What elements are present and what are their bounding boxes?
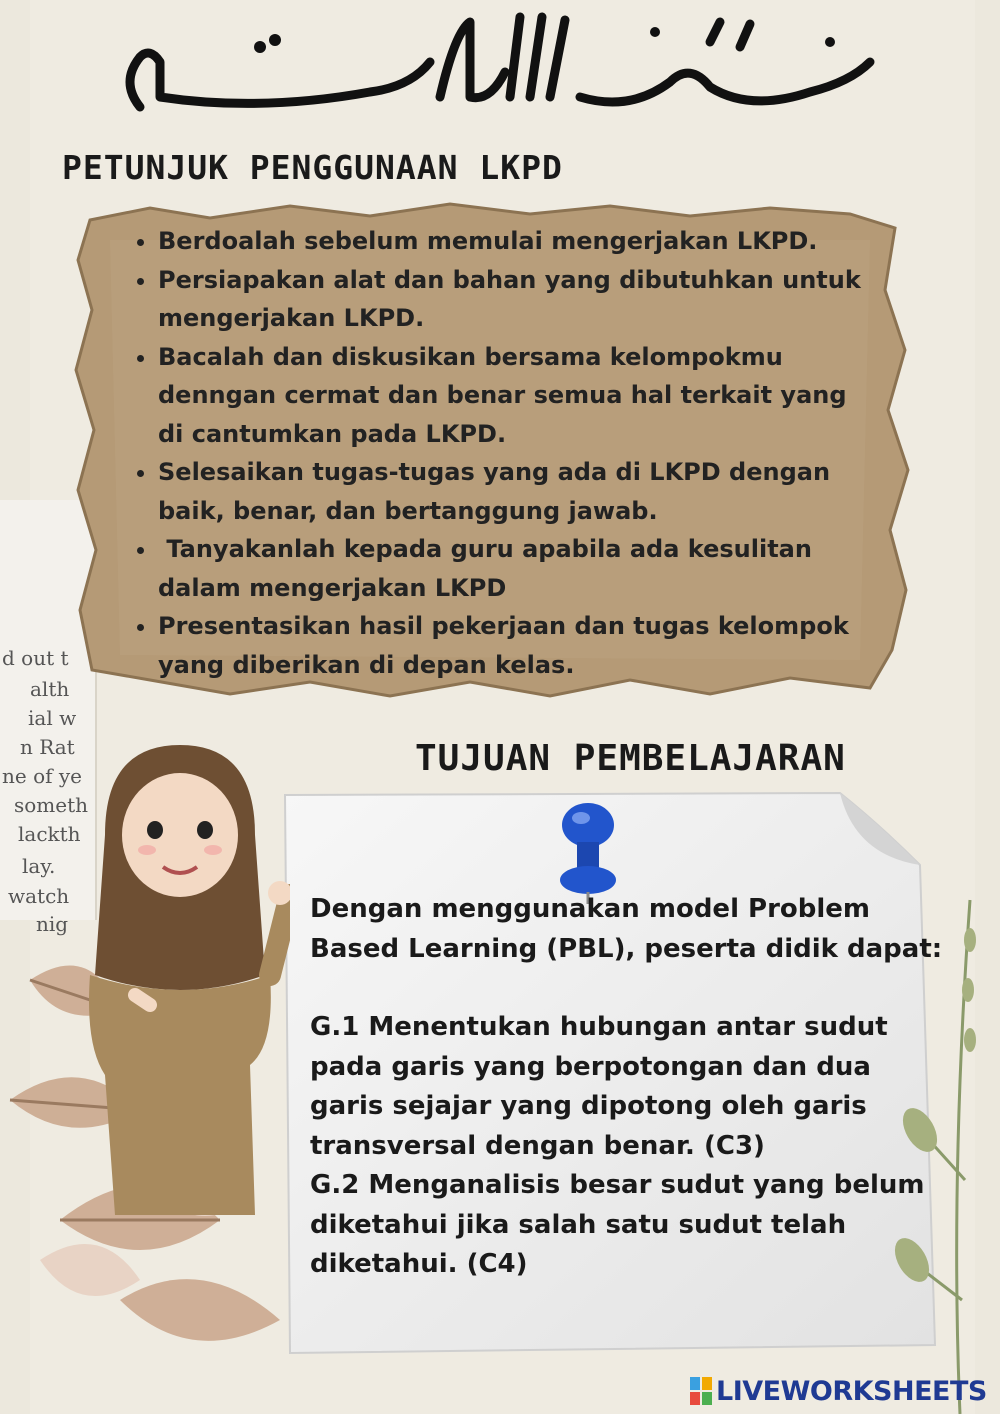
newspaper-text: lackth xyxy=(18,822,81,846)
teacher-illustration xyxy=(75,745,290,1215)
goal-item: G.1 Menentukan hubungan antar sudut pada garis yang berpotongan dan dua garis sejajar yang dipotong oleh garis transversal dengan benar. (C3) xyxy=(310,1012,888,1161)
newspaper-text: n Rat xyxy=(20,735,75,759)
newspaper-text: ne of ye xyxy=(2,764,83,788)
instruction-item: • Selesaikan tugas-tugas yang ada di LKPD dengan baik, benar, dan bertanggung jawab. xyxy=(158,453,878,530)
instructions-list xyxy=(120,222,878,684)
instruction-item: • Bacalah dan diskusikan bersama kelompokmu denngan cermat dan benar semua hal terkait yang di cantumkan pada LKPD. xyxy=(158,338,878,454)
newspaper-text: nig xyxy=(36,912,69,936)
newspaper-text: watch xyxy=(8,884,70,908)
instruction-item: • Berdoalah sebelum memulai mengerjakan LKPD. xyxy=(158,222,878,261)
instruction-item: • Presentasikan hasil pekerjaan dan tugas kelompok yang diberikan di depan kelas. xyxy=(158,607,878,684)
newspaper-text: ial w xyxy=(28,706,77,730)
instruction-item: • Tanyakanlah kepada guru apabila ada kesulitan dalam mengerjakan LKPD xyxy=(158,530,878,607)
brand-watermark xyxy=(690,1374,987,1408)
objectives-heading: TUJUAN PEMBELAJARAN xyxy=(415,738,846,779)
newspaper-text: lay. xyxy=(22,854,56,878)
instruction-item: • Persiapakan alat dan bahan yang dibutuhkan untuk mengerjakan LKPD. xyxy=(158,261,878,338)
newspaper-text: d out t xyxy=(2,646,69,670)
objectives-intro: Dengan menggunakan model Problem Based Learning (PBL), peserta didik dapat: xyxy=(310,894,943,964)
liveworksheets-logo-icon xyxy=(690,1377,712,1405)
instructions-heading: PETUNJUK PENGGUNAAN LKPD xyxy=(62,148,563,187)
newspaper-text: someth xyxy=(14,793,89,817)
goal-item: G.2 Menganalisis besar sudut yang belum diketahui jika salah satu sudut telah diketahui. (C4) xyxy=(310,1170,925,1279)
brand-text: LIVEWORKSHEETS xyxy=(716,1375,987,1407)
newspaper-text: alth xyxy=(30,677,70,701)
bismillah-calligraphy xyxy=(110,2,900,132)
objectives-text xyxy=(310,890,950,1285)
plant-decoration xyxy=(890,880,1000,1414)
